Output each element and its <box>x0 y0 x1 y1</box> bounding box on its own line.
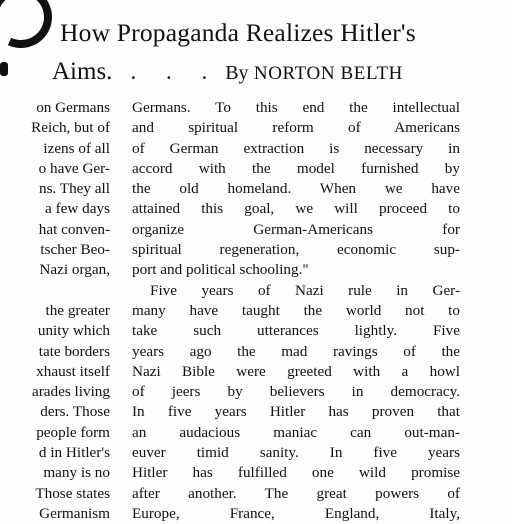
text-line: many have taught the world not to <box>132 301 460 319</box>
text-line: arades living <box>31 383 110 401</box>
text-line: an audacious maniac can out-man- <box>132 423 460 441</box>
text-line: Hitler has fulfilled one wild promise <box>132 464 460 482</box>
right-column-text <box>132 98 512 524</box>
left-column-paragraph-1 <box>0 98 110 281</box>
article-headline: How Propaganda Realizes Hitler's <box>60 18 416 47</box>
right-column-paragraph-2 <box>132 281 512 524</box>
text-line: on Germans <box>36 99 110 116</box>
byline-prefix: By <box>225 62 249 84</box>
text-line: Those states <box>35 484 110 502</box>
text-line: o have Ger- <box>38 159 110 177</box>
text-line: Nazi organ, <box>39 261 110 279</box>
left-column-text <box>0 98 110 524</box>
text-line: port and political schooling." <box>132 261 309 279</box>
text-line: euver timid sanity. In five years <box>132 444 460 462</box>
text-line: Germans. To this end the intellectual <box>132 99 460 116</box>
text-line: izens of all <box>43 139 110 157</box>
text-line: d in Hitler's <box>38 444 110 462</box>
text-line: Nazi Bible were greeted with a howl <box>132 362 460 380</box>
headline-word-aims: Aims. <box>52 58 113 85</box>
right-column-paragraph-1 <box>132 98 512 281</box>
text-line: and spiritual reform of Americans <box>132 119 460 137</box>
text-line: ns. They all <box>38 180 110 198</box>
text-line: Germanism <box>39 504 110 522</box>
text-line: xhaust itself <box>36 362 110 380</box>
text-line: after another. The great powers of <box>132 484 460 502</box>
text-line: take such utterances lightly. Five <box>132 322 460 340</box>
text-line: attained this goal, we will proceed to <box>132 200 460 218</box>
text-line: the greater <box>45 301 110 319</box>
text-line: unity which <box>37 322 110 340</box>
text-line: accord with the model furnished by <box>132 159 460 177</box>
text-line: a few days <box>45 200 110 218</box>
text-line: many is no <box>43 464 110 482</box>
article-headline-continued <box>52 58 512 86</box>
text-line: hat conven- <box>38 220 110 238</box>
decorative-initial-graphic <box>0 0 61 57</box>
text-line: Five years of Nazi rule in Ger- <box>150 281 460 299</box>
text-line: tscher Beo- <box>40 241 110 259</box>
text-line: organize German-Americans for <box>132 220 460 238</box>
text-line: Europe, France, England, Italy, <box>132 504 460 522</box>
byline <box>225 63 403 84</box>
byline-author: NORTON BELTH <box>253 63 403 84</box>
text-line: ders. Those <box>40 403 110 421</box>
text-line: people form <box>36 423 110 441</box>
text-line: of jeers by believers in democracy. <box>132 383 460 401</box>
left-column-paragraph-2 <box>0 301 110 524</box>
text-line: Reich, but of <box>31 119 110 137</box>
paragraph-gap <box>0 281 110 301</box>
text-line: years ago the mad ravings of the <box>132 342 460 360</box>
text-line: tate borders <box>38 342 110 360</box>
text-line: spiritual regeneration, economic sup- <box>132 241 460 259</box>
text-line: the old homeland. When we have <box>132 180 460 198</box>
text-line: of German extraction is necessary in <box>132 139 460 157</box>
decorative-mark <box>0 62 8 76</box>
headline-ellipsis: . . . <box>130 59 220 84</box>
text-line: In five years Hitler has proven that <box>132 403 460 421</box>
